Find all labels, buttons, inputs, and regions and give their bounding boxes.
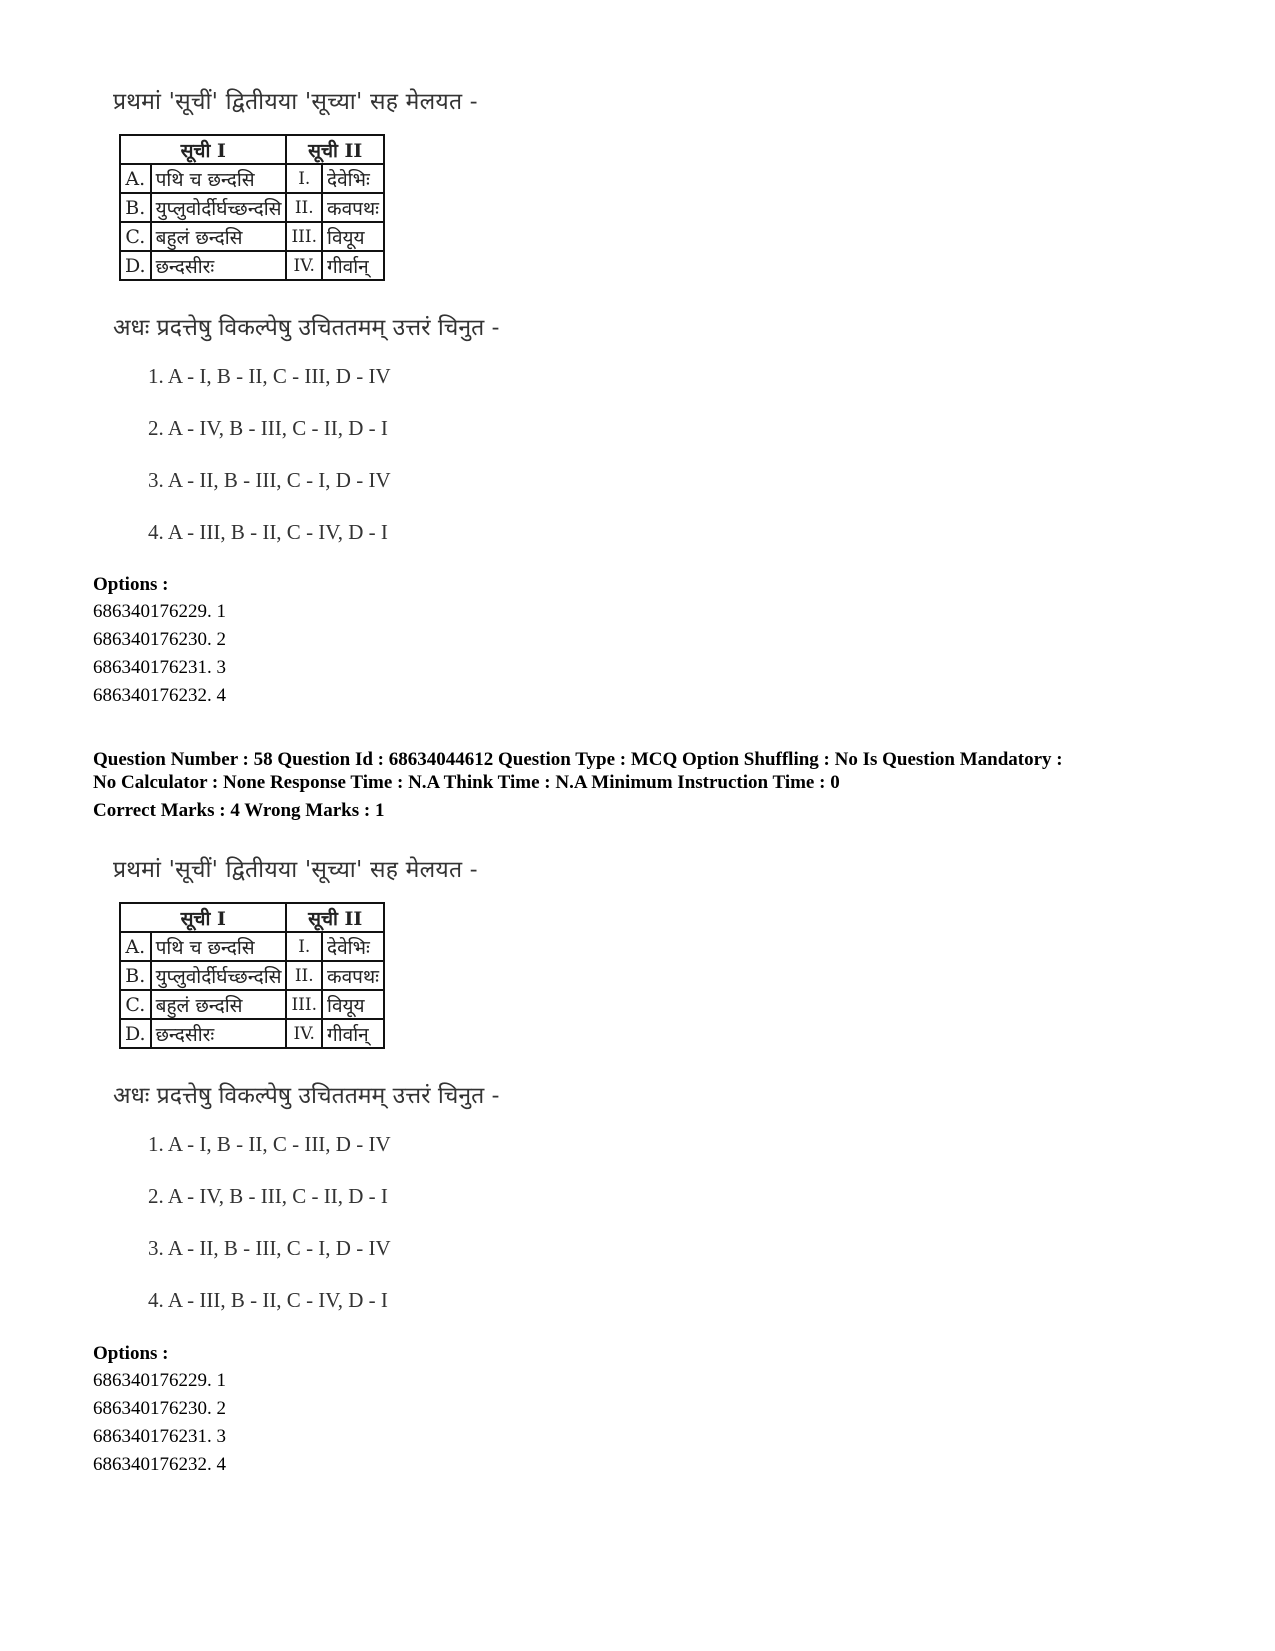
row-letter: C. — [120, 222, 151, 251]
row-item1: बहुलं छन्दसि — [151, 990, 287, 1019]
option-line: 686340176230. 2 — [93, 629, 226, 650]
row-roman: I. — [286, 164, 322, 193]
list1-header: सूची I — [120, 135, 286, 164]
match-table — [119, 134, 385, 281]
row-item2: वियूय — [322, 222, 384, 251]
options-heading: Options : — [93, 574, 169, 595]
row-item2: कवपथः — [322, 193, 384, 222]
row-item2: कवपथः — [322, 961, 384, 990]
option-line: 686340176229. 1 — [93, 1370, 226, 1391]
list1-header: सूची I — [120, 903, 286, 932]
list2-header: सूची II — [286, 903, 384, 932]
row-item2: गीर्वान् — [322, 251, 384, 280]
row-roman: III. — [286, 990, 322, 1019]
row-roman: IV. — [286, 1019, 322, 1048]
row-item1: पथि च छन्दसि — [151, 932, 287, 961]
row-roman: II. — [286, 961, 322, 990]
row-letter: C. — [120, 990, 151, 1019]
row-item1: पथि च छन्दसि — [151, 164, 287, 193]
choice-2: 2. A - IV, B - III, C - II, D - I — [148, 416, 388, 440]
option-line: 686340176229. 1 — [93, 601, 226, 622]
options-heading: Options : — [93, 1343, 169, 1364]
option-line: 686340176232. 4 — [93, 1454, 226, 1475]
option-line: 686340176230. 2 — [93, 1398, 226, 1419]
row-item1: छन्दसीरः — [151, 251, 287, 280]
row-item2: देवेभिः — [322, 932, 384, 961]
option-line: 686340176231. 3 — [93, 657, 226, 678]
table-row — [120, 164, 384, 193]
choice-1: 1. A - I, B - II, C - III, D - IV — [148, 1132, 391, 1156]
option-line: 686340176232. 4 — [93, 685, 226, 706]
list2-header: सूची II — [286, 135, 384, 164]
row-item2: गीर्वान् — [322, 1019, 384, 1048]
question-meta-line1: Question Number : 58 Question Id : 68634044612 Question Type : MCQ Option Shuffling : No Is Question Mandatory : — [93, 749, 1063, 770]
table-row — [120, 961, 384, 990]
row-roman: II. — [286, 193, 322, 222]
row-letter: A. — [120, 932, 151, 961]
row-letter: A. — [120, 164, 151, 193]
table-row — [120, 1019, 384, 1048]
row-letter: B. — [120, 961, 151, 990]
row-letter: B. — [120, 193, 151, 222]
table-row — [120, 193, 384, 222]
choose-instruction: अधः प्रदत्तेषु विकल्पेषु उचिततमम् उत्तरं चिनुत - — [113, 315, 500, 341]
option-line: 686340176231. 3 — [93, 1426, 226, 1447]
choice-4: 4. A - III, B - II, C - IV, D - I — [148, 1288, 388, 1312]
table-row — [120, 222, 384, 251]
row-letter: D. — [120, 1019, 151, 1048]
table-row — [120, 932, 384, 961]
row-roman: IV. — [286, 251, 322, 280]
choice-1: 1. A - I, B - II, C - III, D - IV — [148, 364, 391, 388]
row-item1: युप्लुवोर्दीर्घच्छन्दसि — [151, 961, 287, 990]
table-row — [120, 251, 384, 280]
row-item1: बहुलं छन्दसि — [151, 222, 287, 251]
row-item1: युप्लुवोर्दीर्घच्छन्दसि — [151, 193, 287, 222]
choose-instruction: अधः प्रदत्तेषु विकल्पेषु उचिततमम् उत्तरं चिनुत - — [113, 1083, 500, 1109]
question-meta-line2: No Calculator : None Response Time : N.A Think Time : N.A Minimum Instruction Time : 0 — [93, 772, 840, 793]
match-instruction: प्रथमां 'सूचीं' द्वितीयया 'सूच्या' सह मेलयत - — [113, 89, 478, 115]
row-item1: छन्दसीरः — [151, 1019, 287, 1048]
row-letter: D. — [120, 251, 151, 280]
choice-2: 2. A - IV, B - III, C - II, D - I — [148, 1184, 388, 1208]
row-item2: वियूय — [322, 990, 384, 1019]
choice-3: 3. A - II, B - III, C - I, D - IV — [148, 468, 391, 492]
choice-4: 4. A - III, B - II, C - IV, D - I — [148, 520, 388, 544]
match-table — [119, 902, 385, 1049]
row-item2: देवेभिः — [322, 164, 384, 193]
choice-3: 3. A - II, B - III, C - I, D - IV — [148, 1236, 391, 1260]
question-marks: Correct Marks : 4 Wrong Marks : 1 — [93, 800, 385, 821]
match-instruction: प्रथमां 'सूचीं' द्वितीयया 'सूच्या' सह मेलयत - — [113, 857, 478, 883]
row-roman: I. — [286, 932, 322, 961]
table-row — [120, 990, 384, 1019]
row-roman: III. — [286, 222, 322, 251]
